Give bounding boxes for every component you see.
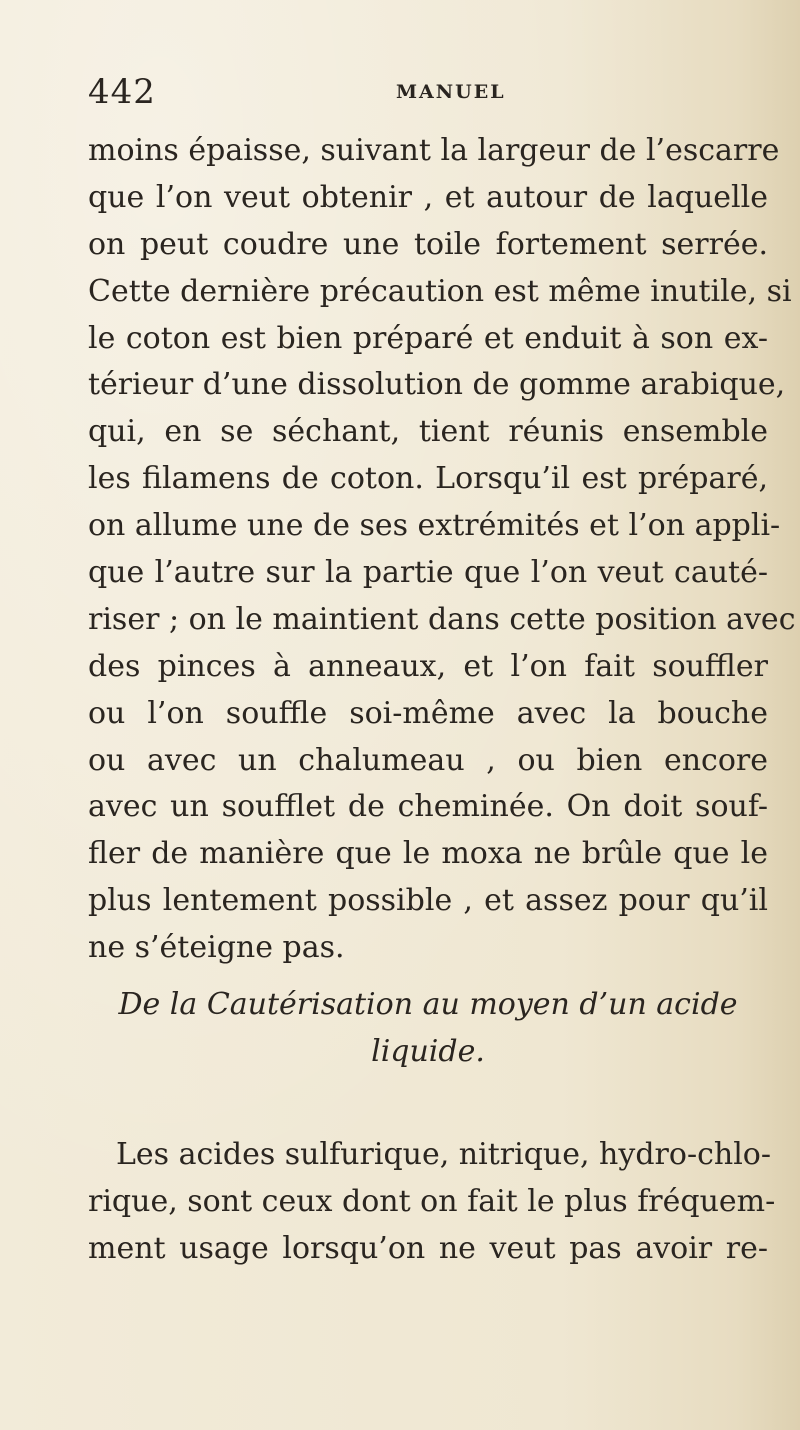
text-line: que l’on veut obtenir , et autour de laquelle — [88, 179, 768, 215]
text-line: les filamens de coton. Lorsqu’il est préparé, — [88, 461, 768, 497]
text-line: des pinces à anneaux, et l’on fait souffler — [88, 648, 768, 684]
section-heading-line: De la Cautérisation au moyen d’un acide — [118, 987, 738, 1022]
paragraph-1 — [88, 128, 796, 972]
text-line: on allume une de ses extrémités et l’on appli- — [88, 508, 781, 544]
text-line: rique, sont ceux dont on fait le plus fréquem- — [88, 1183, 776, 1219]
text-line: que l’autre sur la partie que l’on veut cauté- — [88, 555, 768, 591]
text-line: ou avec un chalumeau , ou bien encore — [88, 742, 768, 778]
text-line: on peut coudre une toile fortement serrée. — [88, 226, 768, 262]
text-line: plus lentement possible , et assez pour qu’il — [88, 883, 768, 919]
text-line: ou l’on souffle soi-même avec la bouche — [88, 695, 768, 731]
running-title: MANUEL — [396, 81, 506, 103]
text-line: térieur d’une dissolution de gomme arabique, — [88, 367, 786, 403]
text-line: ment usage lorsqu’on ne veut pas avoir re- — [88, 1230, 768, 1266]
paragraph-2 — [88, 1132, 776, 1273]
text-line: riser ; on le maintient dans cette position avec — [88, 601, 796, 637]
text-line: avec un soufflet de cheminée. On doit souf- — [88, 789, 768, 825]
text-line: fler de manière que le moxa ne brûle que le — [88, 836, 768, 872]
page-number: 442 — [88, 72, 156, 112]
text-line: ne s’éteigne pas. — [88, 930, 345, 966]
text-line: moins épaisse, suivant la largeur de l’escarre — [88, 133, 780, 168]
text-line: le coton est bien préparé et enduit à son ex- — [88, 320, 768, 356]
text-line: Les acides sulfurique, nitrique, hydro-chlo- — [116, 1137, 771, 1172]
section-heading-line: liquide. — [371, 1033, 485, 1069]
section-heading — [88, 980, 768, 1074]
page-header — [88, 72, 768, 112]
text-line: Cette dernière précaution est même inutile, si — [88, 273, 792, 309]
text-line: qui, en se séchant, tient réunis ensemble — [88, 414, 768, 450]
